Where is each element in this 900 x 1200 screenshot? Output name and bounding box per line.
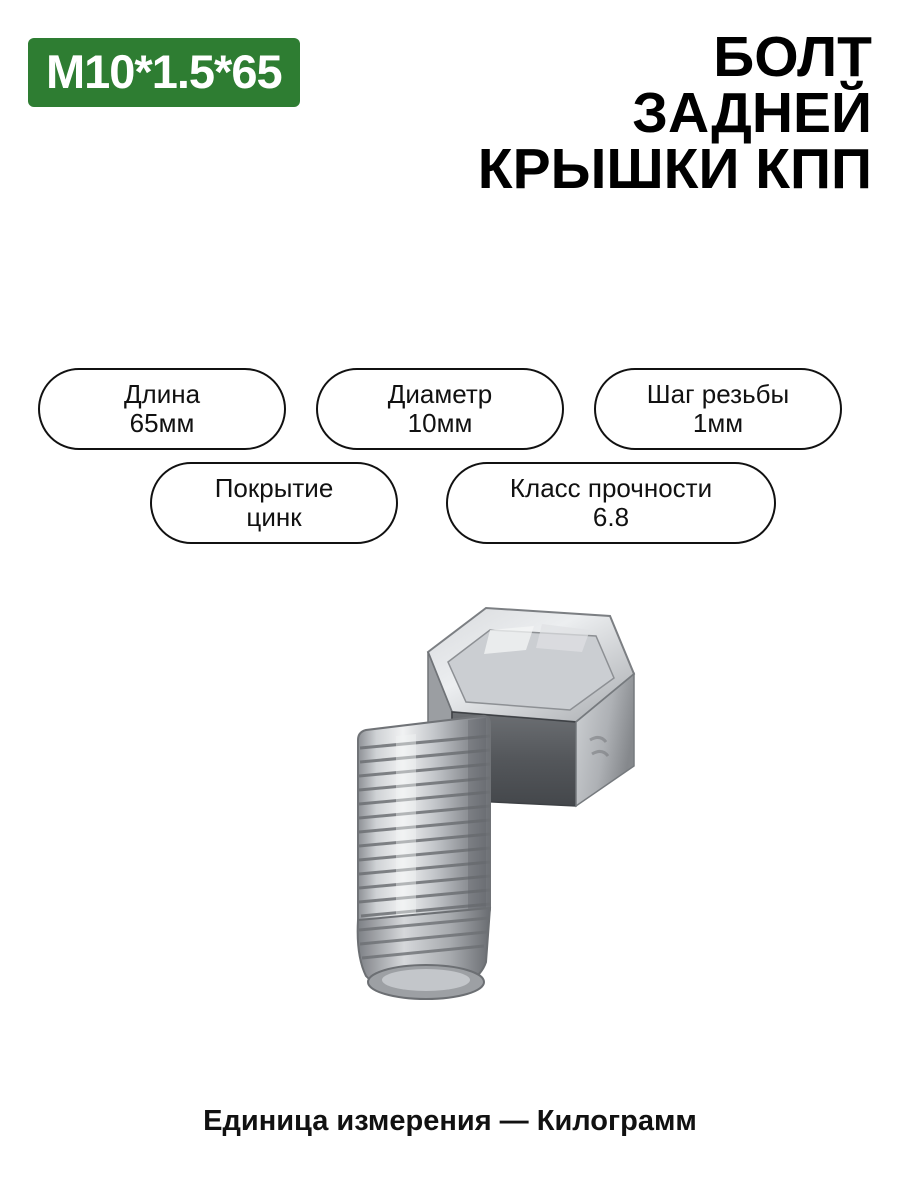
spec-thread-pitch-value: 1мм [692, 408, 744, 439]
hex-bolt-photo [190, 590, 710, 1050]
bolt-tip [358, 908, 490, 999]
spec-length-value: 65мм [129, 408, 195, 439]
spec-thread-pitch [594, 368, 842, 450]
spec-coating-value: цинк [246, 502, 302, 533]
page-title-line-3: КРЫШКИ КПП [477, 136, 872, 201]
spec-diameter [316, 368, 564, 450]
spec-thread-pitch-label: Шаг резьбы [646, 379, 790, 409]
spec-strength-class [446, 462, 776, 544]
spec-diameter-value: 10мм [407, 408, 473, 439]
unit-of-measure-text: Единица измерения — Килограмм [203, 1105, 697, 1137]
spec-coating [150, 462, 398, 544]
spec-length [38, 368, 286, 450]
sku-badge: M10*1.5*65 [28, 38, 300, 107]
spec-coating-label: Покрытие [214, 473, 334, 504]
spec-diameter-label: Диаметр [387, 379, 493, 409]
bolt-threaded-shaft [358, 716, 490, 920]
page-title-line-1: БОЛТ [713, 25, 872, 89]
spec-pill-group [38, 368, 864, 556]
page-title-line-2: ЗАДНЕЙ [632, 80, 872, 145]
product-image-area [0, 590, 900, 1060]
spec-pill-row-2 [38, 462, 864, 544]
spec-pill-row-1 [38, 368, 864, 450]
page-title [352, 25, 872, 201]
header [28, 25, 872, 300]
spec-strength-class-label: Класс прочности [509, 473, 713, 504]
spec-strength-class-value: 6.8 [592, 502, 630, 533]
spec-length-label: Длина [123, 379, 201, 409]
